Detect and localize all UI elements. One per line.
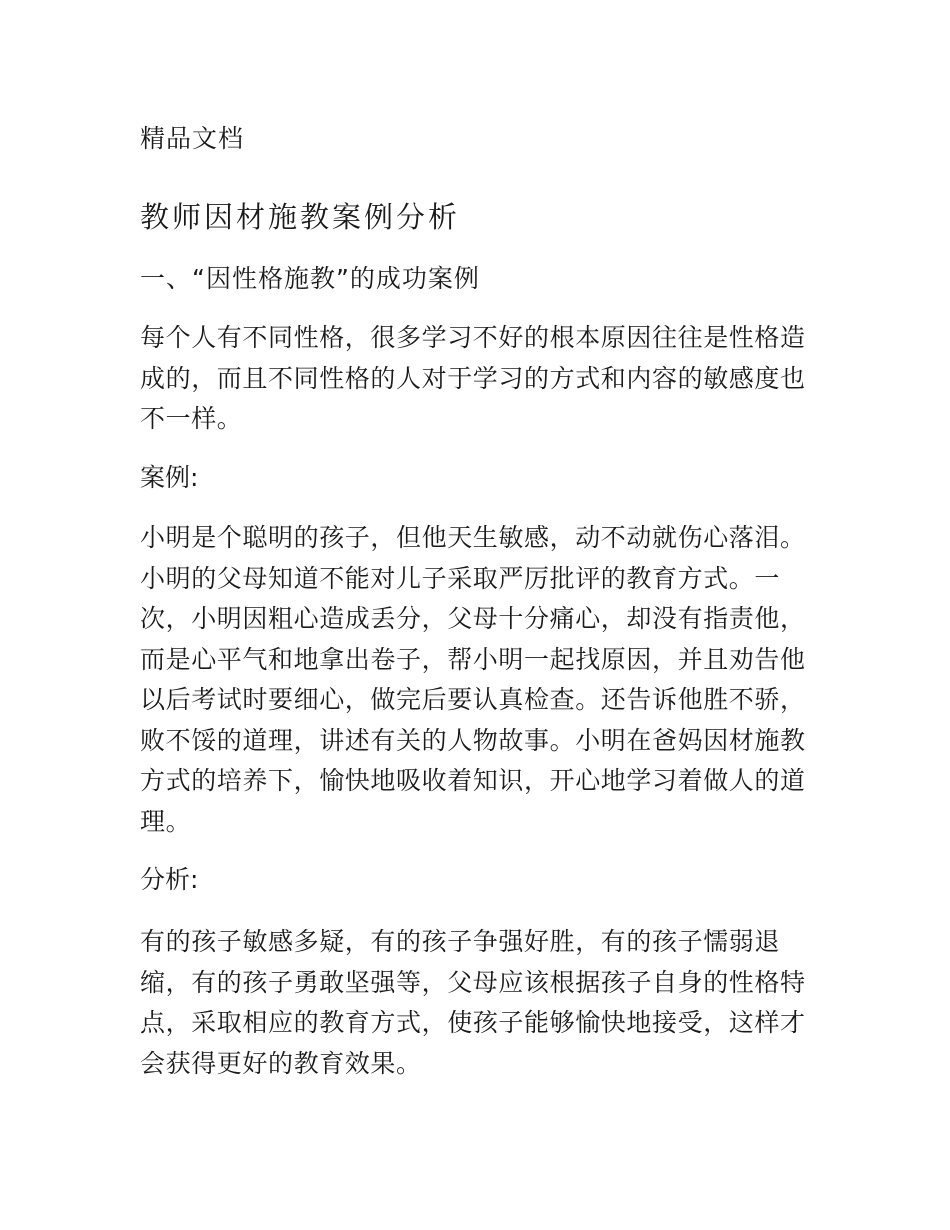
header-label: 精品文档 bbox=[140, 124, 245, 153]
section-heading: 一、“因性格施教”的成功案例 bbox=[140, 264, 480, 293]
document-title: 教师因材施教案例分析 bbox=[140, 200, 461, 234]
analysis-label: 分析: bbox=[140, 865, 199, 894]
case-paragraph: 小明是个聪明的孩子，但他天生敏感，动不动就伤心落泪。小明的父母知道不能对儿子采取严厉批评的教育方式。一次，小明因粗心造成丢分，父母十分痛心，却没有指责他，而是心平气和地拿出卷子，帮小明一起找原因，并且劝告他以后考试时要细心，做完后要认真检查。还告诉他胜不骄，败不馁的道理，讲述有关的人物故事。小明在爸妈因材施教方式的培养下，愉快地吸收着知识，开心地学习着做人的道理。 bbox=[140, 523, 806, 836]
intro-paragraph: 每个人有不同性格，很多学习不好的根本原因往往是性格造成的，而且不同性格的人对于学习的方式和内容的敏感度也不一样。 bbox=[140, 323, 806, 433]
case-label: 案例: bbox=[140, 463, 199, 492]
analysis-paragraph: 有的孩子敏感多疑，有的孩子争强好胜，有的孩子懦弱退缩，有的孩子勇敢坚强等，父母应该根据孩子自身的性格特点，采取相应的教育方式，使孩子能够愉快地接受，这样才会获得更好的教育效果。 bbox=[140, 927, 806, 1078]
